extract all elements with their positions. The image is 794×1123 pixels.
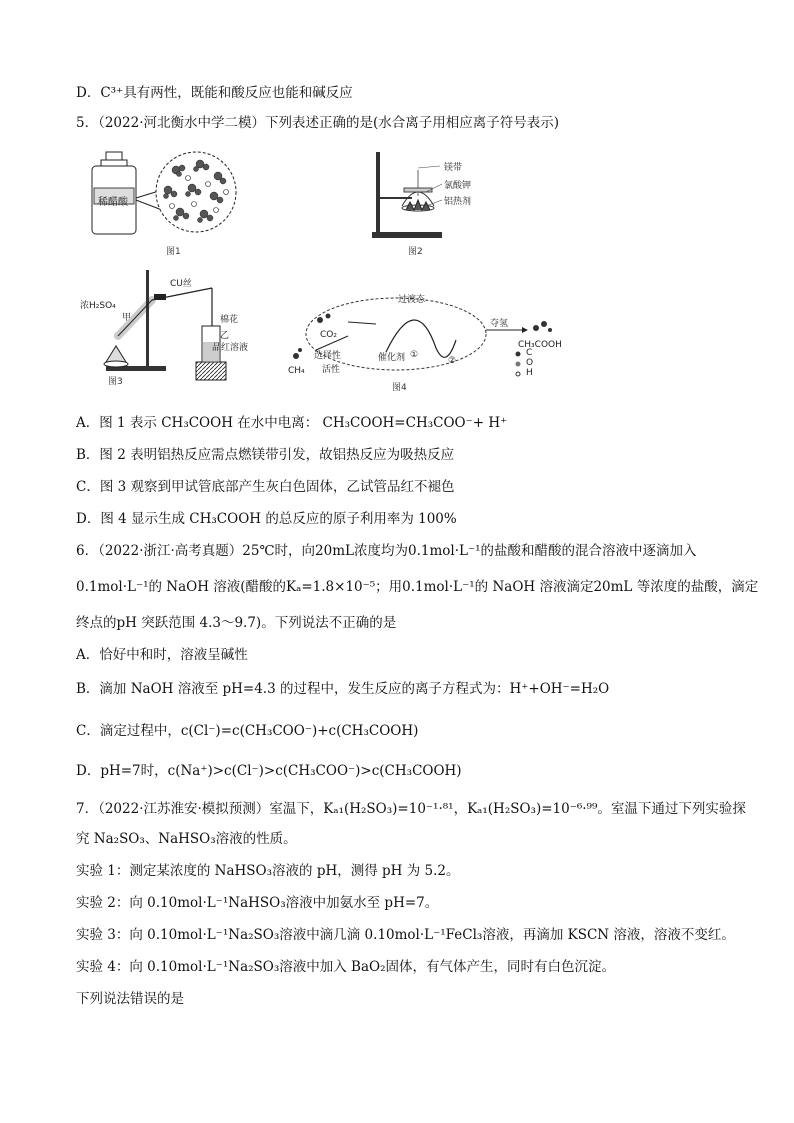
figure-3 <box>80 266 249 387</box>
figure-4-caption: 图4 <box>392 383 407 393</box>
figure-3-label-tube-b: 乙 <box>220 331 230 341</box>
figure-3-label-tube-a: 甲 <box>122 313 132 323</box>
question-5-option-c[interactable]: C．图 3 观察到甲试管底部产生灰白色固体，乙试管品红不褪色 <box>76 479 455 495</box>
question-6-stem-2: 0.1mol·L⁻¹的 NaOH 溶液(醋酸的Kₐ=1.8×10⁻⁵；用0.1mol·L⁻¹的 NaOH 溶液滴定20mL 等浓度的盐酸，滴定 <box>76 579 759 595</box>
figure-2-label-kclo3: 氯酸钾 <box>444 181 472 191</box>
question-6-option-a[interactable]: A．恰好中和时，溶液呈碱性 <box>76 647 248 663</box>
question-7-experiment-2: 实验 2：向 0.10mol·L⁻¹NaHSO₃溶液中加氨水至 pH=7。 <box>76 895 439 911</box>
figure-3-label-cotton: 棉花 <box>220 315 239 325</box>
question-5-stem: 5．（2022·河北衡水中学二模）下列表述正确的是(水合离子用相应离子符号表示) <box>76 115 560 131</box>
figure-1-caption: 图1 <box>166 247 181 257</box>
figure-4-legend-h: H <box>526 368 533 378</box>
figure-3-label-cu-wire: CU丝 <box>170 279 192 289</box>
figure-2 <box>368 148 508 258</box>
question-7-experiment-1: 实验 1：测定某浓度的 NaHSO₃溶液的 pH，测得 pH 为 5.2。 <box>76 863 460 879</box>
figure-3-label-conc-h2so4: 浓H₂SO₄ <box>80 301 116 311</box>
figure-1 <box>88 148 258 258</box>
question-7-experiment-3: 实验 3：向 0.10mol·L⁻¹Na₂SO₃溶液中滴几滴 0.10mol·L⁻¹FeCl₃溶液，再滴加 KSCN 溶液，溶液不变红。 <box>76 927 735 943</box>
figure-2-label-mg-ribbon: 镁带 <box>444 163 463 173</box>
question-5-option-a[interactable]: A．图 1 表示 CH₃COOH 在水中电离： CH₃COOH=CH₃COO⁻+ H⁺ <box>76 415 508 431</box>
figure-3-label-magenta: 品红溶液 <box>212 343 249 353</box>
figure-4 <box>286 290 586 393</box>
line-option-d-prev: D．C³⁺具有两性，既能和酸反应也能和碱反应 <box>76 85 353 101</box>
question-7-experiment-4: 实验 4：向 0.10mol·L⁻¹Na₂SO₃溶液中加入 BaO₂固体，有气体产生，同时有白色沉淀。 <box>76 959 616 975</box>
question-5-option-b[interactable]: B．图 2 表明铝热反应需点燃镁带引发，故铝热反应为吸热反应 <box>76 447 455 463</box>
question-6-option-b[interactable]: B．滴加 NaOH 溶液至 pH=4.3 的过程中，发生反应的离子方程式为：H⁺+OH⁻=H₂O <box>76 681 610 697</box>
question-6-stem-1: 6．（2022·浙江·高考真题）25℃时，向20mL浓度均为0.1mol·L⁻¹的盐酸和醋酸的混合溶液中逐滴加入 <box>76 543 697 559</box>
question-6-stem-3: 终点的pH 突跃范围 4.3～9.7)。下列说法不正确的是 <box>76 615 397 631</box>
figure-3-drawing <box>86 266 249 386</box>
figure-4-label-co2: CO₂ <box>320 330 337 340</box>
figure-1-bottle-label: 稀醋酸 <box>98 197 128 208</box>
figure-2-caption: 图2 <box>408 247 423 257</box>
figure-4-label-step-2: ② <box>448 356 457 366</box>
question-6-option-c[interactable]: C．滴定过程中，c(Cl⁻)=c(CH₃COO⁻)+c(CH₃COOH) <box>76 723 419 739</box>
question-7-prompt: 下列说法错误的是 <box>76 991 184 1007</box>
figure-4-label-activity: 活性 <box>322 365 341 375</box>
figure-2-label-thermite: 铝热剂 <box>444 197 472 207</box>
question-5-option-d[interactable]: D．图 4 显示生成 CH₃COOH 的总反应的原子利用率为 100% <box>76 511 457 527</box>
figure-4-label-selectivity: 选择性 <box>314 351 342 361</box>
figure-4-label-step-1: ① <box>410 350 419 360</box>
figure-4-label-ch4: CH₄ <box>288 366 305 376</box>
figure-4-label-transition-state: 过渡态 <box>398 295 426 305</box>
figure-2-drawing <box>368 148 508 258</box>
question-7-stem-1: 7．（2022·江苏淮安·模拟预测）室温下，Kₐ₁(H₂SO₃)=10⁻¹·⁸¹，Kₐ₁(H₂SO₃)=10⁻⁶·⁹⁹。室温下通过下列实验探 <box>76 801 746 817</box>
figure-3-caption: 图3 <box>108 377 123 387</box>
figure-4-label-h-abstraction: 夺氢 <box>490 319 509 329</box>
question-7-stem-2: 究 Na₂SO₃、NaHSO₃溶液的性质。 <box>76 831 297 847</box>
figure-4-label-catalyst: 催化剂 <box>378 353 406 363</box>
figure-4-legend-o: O <box>526 358 534 368</box>
figure-4-label-ch3cooh: CH₃COOH <box>518 340 562 350</box>
question-6-option-d[interactable]: D．pH=7时，c(Na⁺)>c(Cl⁻)>c(CH₃COO⁻)>c(CH₃COOH) <box>76 763 462 779</box>
figure-4-legend-c: C <box>526 348 533 358</box>
